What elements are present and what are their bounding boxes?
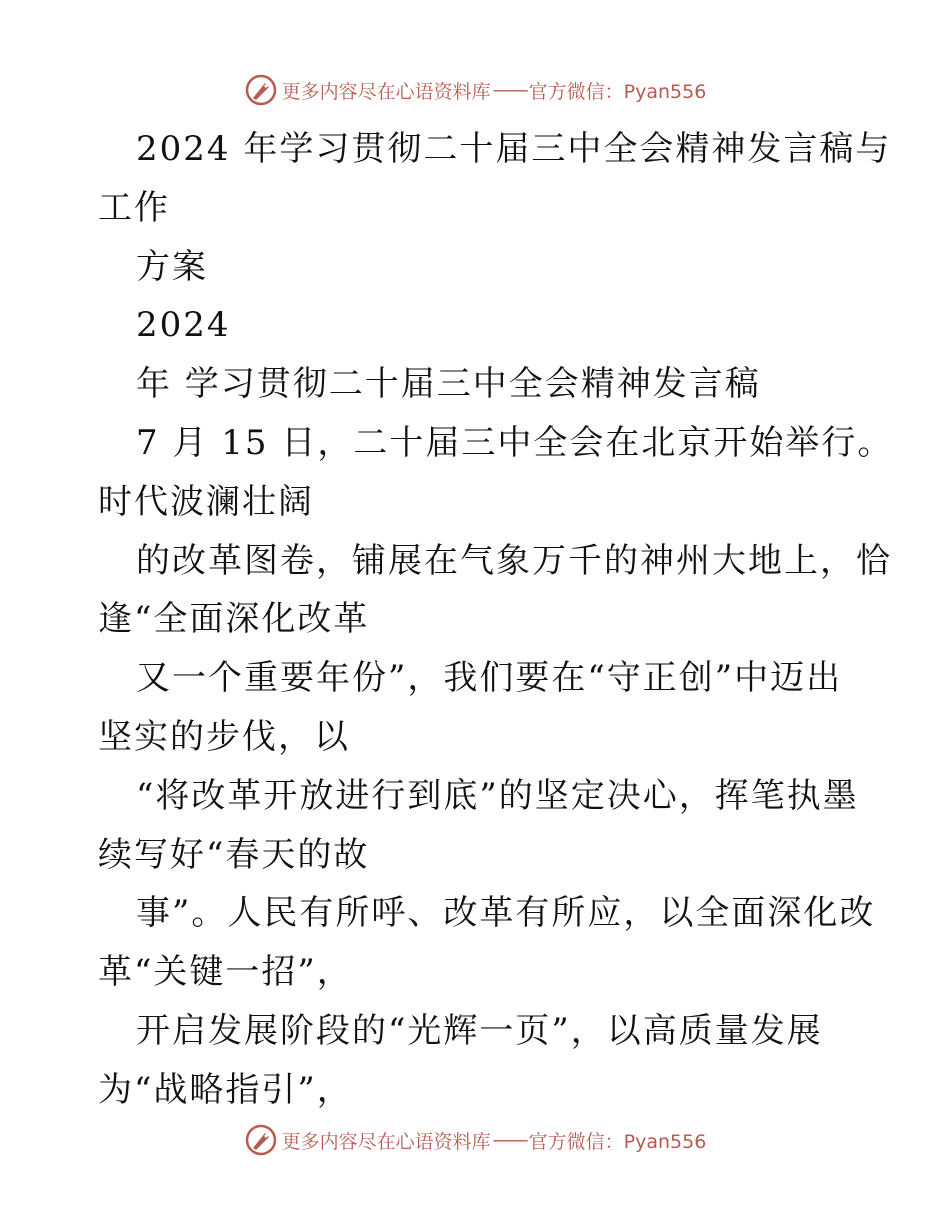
document-body <box>98 120 894 1120</box>
text-line: 逢“全面深化改革 <box>98 599 370 640</box>
text-line: 又一个重要年份”，我们要在“守正创”中迈出 <box>136 658 843 699</box>
text-line: 为“战略指引”， <box>98 1069 353 1110</box>
watermark-text-left: 更多内容尽在心语资料库 <box>281 80 491 103</box>
watermark-text-left: 更多内容尽在心语资料库 <box>281 1130 491 1153</box>
text-line: “将改革开放进行到底”的坚定决心，挥笔执墨 <box>136 775 859 816</box>
pen-nib-logo-icon <box>244 1123 278 1157</box>
watermark-dash: —— <box>492 1129 527 1151</box>
text-line: 方案 <box>136 246 208 287</box>
watermark-text-right: 官方微信：Pyan556 <box>528 1130 707 1153</box>
text-line: 革“关键一招”， <box>98 952 353 993</box>
watermark-dash: —— <box>492 79 527 101</box>
text-line: 续写好“春天的故 <box>98 834 370 875</box>
text-line: 事”。人民有所呼、改革有所应，以全面深化改 <box>136 893 876 934</box>
text-line: 的改革图卷，铺展在气象万千的神州大地上，恰 <box>136 540 892 581</box>
text-line: 工作 <box>98 187 170 228</box>
pen-nib-logo-icon <box>244 73 278 107</box>
watermark-text-right: 官方微信：Pyan556 <box>528 80 707 103</box>
watermark-footer <box>0 1120 950 1160</box>
text-line: 年 学习贯彻二十届三中全会精神发言稿 <box>136 364 761 405</box>
text-line: 时代波澜壮阔 <box>98 481 314 522</box>
text-line: 2024 年学习贯彻二十届三中全会精神发言稿与 <box>136 129 892 169</box>
text-line: 2024 <box>136 305 231 346</box>
text-line: 7 月 15 日，二十届三中全会在北京开始举行。 <box>136 422 894 463</box>
text-line: 坚实的步伐，以 <box>98 716 350 757</box>
watermark-header <box>0 70 950 110</box>
text-line: 开启发展阶段的“光辉一页”，以高质量发展 <box>136 1010 823 1051</box>
